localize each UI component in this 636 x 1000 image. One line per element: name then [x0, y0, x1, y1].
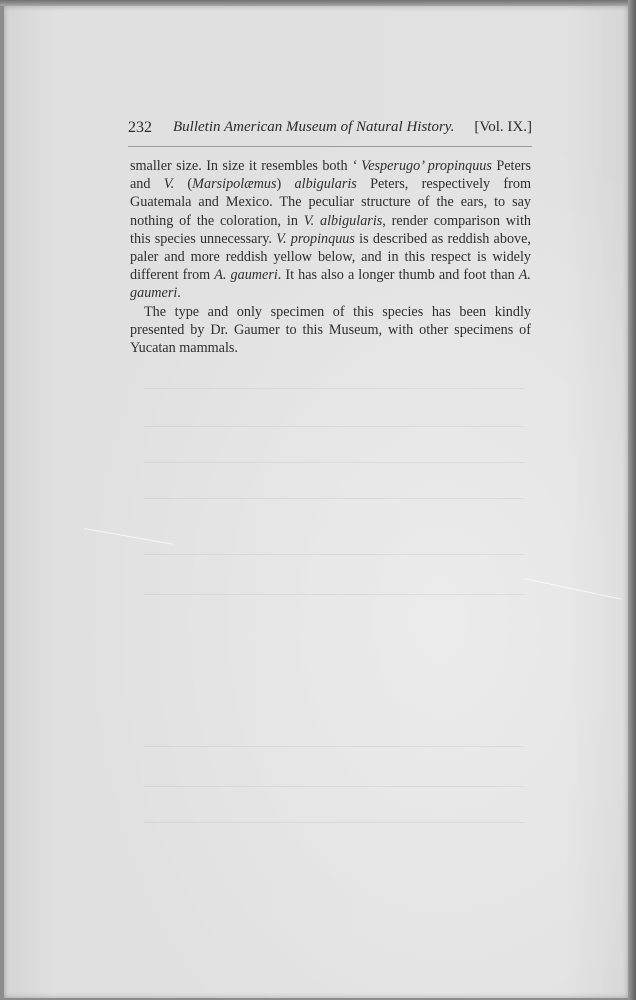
paragraph-2: The type and only specimen of this species has been kindly presented by Dr. Gaumer to this Museum, with other specimens of Yucatan mammals.	[130, 303, 531, 357]
text-segment: )	[276, 176, 295, 193]
show-through-line	[144, 462, 524, 463]
paper-crease	[84, 528, 173, 545]
species-name: V.	[163, 176, 175, 193]
text-segment: (	[174, 176, 193, 193]
show-through-line	[144, 388, 524, 389]
show-through-line	[144, 498, 524, 499]
text-segment: Peters and	[130, 158, 531, 193]
show-through-line	[144, 822, 524, 823]
header-rule	[128, 146, 532, 147]
text-segment: Peters, respectively from Guatemala and Mexico. The peculiar structure of the ears, to say nothing of the coloration, in	[130, 176, 531, 229]
page-number: 232	[128, 119, 152, 136]
species-name: albigularis	[294, 176, 357, 193]
journal-title: Bulletin American Museum of Natural History.	[173, 119, 455, 135]
show-through-line	[144, 426, 524, 427]
species-name: V. propinquus	[276, 230, 355, 247]
text-segment: is described as reddish above, paler and more reddish yellow below, and in this respect is widely different from	[130, 230, 531, 284]
paper-crease	[524, 578, 622, 600]
species-name: Marsipolæmus	[192, 176, 277, 193]
species-name: A. gaumeri	[130, 267, 531, 302]
paper-page	[4, 6, 628, 998]
text-segment: , render comparison with this species unnecessary.	[130, 212, 531, 247]
body-text	[130, 157, 531, 357]
show-through-line	[144, 594, 524, 595]
volume-label: [Vol. IX.]	[474, 119, 532, 135]
species-name: V. albigularis	[303, 212, 383, 229]
show-through-line	[144, 746, 524, 747]
running-head	[128, 119, 532, 141]
paragraph-1	[130, 157, 531, 303]
species-name: A. gaumeri	[214, 267, 278, 284]
page-right-edge	[628, 0, 636, 1000]
show-through-line	[144, 554, 524, 555]
species-name: ‘ Vesperugo’ propinquus	[351, 158, 492, 174]
text-segment: . It has also a longer thumb and foot than	[277, 267, 519, 284]
text-segment: .	[177, 285, 181, 302]
show-through-line	[144, 786, 524, 787]
text-segment: smaller size. In size it resembles both	[130, 158, 352, 174]
